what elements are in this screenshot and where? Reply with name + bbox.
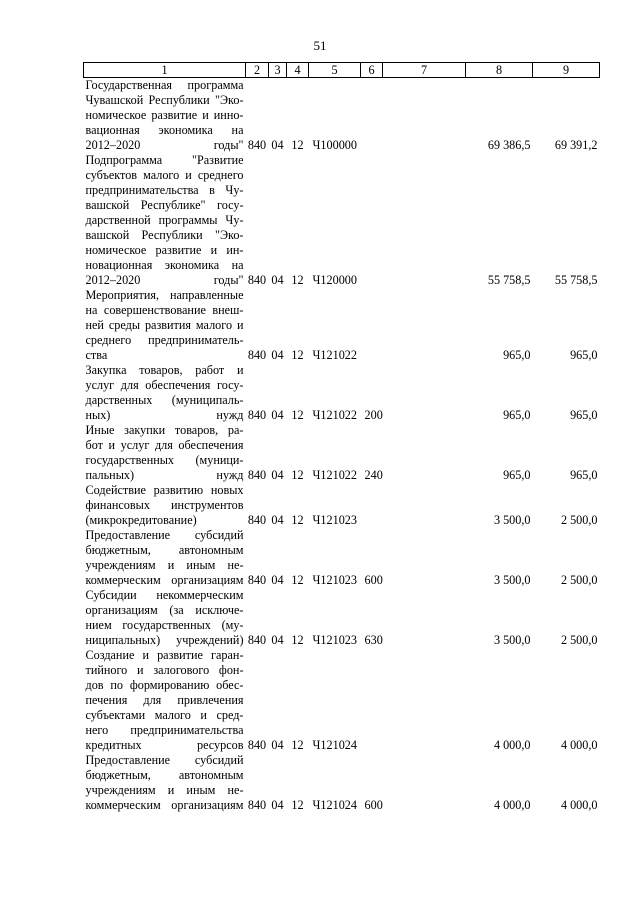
table-row bbox=[84, 423, 600, 483]
row-name-line: финансовых инструментов bbox=[85, 498, 244, 512]
row-name-line: вационная экономика на bbox=[85, 123, 244, 137]
table-row bbox=[84, 288, 600, 363]
row-name-line: 2012–2020 годы" bbox=[85, 273, 244, 287]
row-code-pr: 12 bbox=[291, 798, 304, 812]
row-amount-col9: 965,0 bbox=[570, 468, 598, 482]
row-name-line: тийного и залогового фон- bbox=[85, 663, 244, 677]
column-header: 3 bbox=[269, 63, 287, 78]
column-header: 2 bbox=[246, 63, 269, 78]
column-header: 5 bbox=[309, 63, 361, 78]
row-name-line: Мероприятия, направленные bbox=[85, 288, 244, 302]
row-name-line: ниципальных) учреждений) bbox=[85, 633, 244, 647]
row-code-csr: Ч120000 bbox=[312, 273, 357, 287]
row-code-rz: 04 bbox=[271, 408, 284, 422]
row-name-line: Закупка товаров, работ и bbox=[85, 363, 244, 377]
row-amount-col9: 2 500,0 bbox=[560, 513, 598, 527]
row-name-line: на совершенствование внеш- bbox=[85, 303, 244, 317]
row-name bbox=[84, 483, 246, 528]
row-name-line: бот и услуг для обеспечения bbox=[85, 438, 244, 452]
column-header: 9 bbox=[533, 63, 600, 78]
row-name bbox=[84, 648, 246, 753]
row-name-line: новационная экономика на bbox=[85, 258, 244, 272]
row-code-vr bbox=[361, 483, 383, 528]
row-name-line: учреждениям и иным не- bbox=[85, 783, 244, 797]
row-name-line: дарственной программы Чу- bbox=[85, 213, 244, 227]
row-name-line: дов по формированию обес- bbox=[85, 678, 244, 692]
table-row bbox=[84, 588, 600, 648]
row-name-line: кредитных ресурсов bbox=[85, 738, 244, 752]
row-name-line: субъектами малого и сред- bbox=[85, 708, 244, 722]
table-row bbox=[84, 363, 600, 423]
row-name-line: услуг для обеспечения госу- bbox=[85, 378, 244, 392]
row-code-vr: 240 bbox=[364, 468, 383, 482]
row-code-csr: Ч121022 bbox=[312, 468, 357, 482]
table-body bbox=[84, 78, 600, 814]
column-header: 4 bbox=[287, 63, 309, 78]
row-amount-col8: 3 500,0 bbox=[493, 513, 531, 527]
row-name-line: нием государственных (му- bbox=[85, 618, 244, 632]
row-code-gr: 840 bbox=[247, 273, 267, 287]
row-code-vr: 200 bbox=[364, 408, 383, 422]
row-col7 bbox=[383, 588, 466, 648]
row-code-rz: 04 bbox=[271, 273, 284, 287]
row-code-csr: Ч121024 bbox=[312, 798, 357, 812]
table-row bbox=[84, 648, 600, 753]
row-code-rz: 04 bbox=[271, 468, 284, 482]
row-col7 bbox=[383, 648, 466, 753]
column-header: 6 bbox=[361, 63, 383, 78]
row-name bbox=[84, 753, 246, 813]
row-name-line: бюджетным, автономным bbox=[85, 768, 244, 782]
row-code-vr bbox=[361, 78, 383, 154]
row-name-line: Создание и развитие гаран- bbox=[85, 648, 244, 662]
row-code-vr: 600 bbox=[364, 798, 383, 812]
row-code-pr: 12 bbox=[291, 408, 304, 422]
row-name-line: (микрокредитование) bbox=[85, 513, 197, 527]
row-code-rz: 04 bbox=[271, 513, 284, 527]
table-row bbox=[84, 483, 600, 528]
row-code-pr: 12 bbox=[291, 138, 304, 152]
row-name-line: среднего предприниматель- bbox=[85, 333, 244, 347]
row-amount-col9: 4 000,0 bbox=[560, 798, 598, 812]
row-name-line: Субсидии некоммерческим bbox=[85, 588, 244, 602]
table-row bbox=[84, 753, 600, 813]
row-name-line: Предоставление субсидий bbox=[85, 753, 244, 767]
row-amount-col9: 69 391,2 bbox=[554, 138, 598, 152]
row-amount-col9: 55 758,5 bbox=[554, 273, 598, 287]
row-name-line: него предпринимательства bbox=[85, 723, 244, 737]
row-amount-col8: 69 386,5 bbox=[487, 138, 531, 152]
row-code-gr: 840 bbox=[247, 348, 267, 362]
row-code-pr: 12 bbox=[291, 468, 304, 482]
column-header: 8 bbox=[466, 63, 533, 78]
row-name-line: дарственных (муниципаль- bbox=[85, 393, 244, 407]
row-code-rz: 04 bbox=[271, 633, 284, 647]
row-name-line: 2012–2020 годы" bbox=[85, 138, 244, 152]
row-code-rz: 04 bbox=[271, 348, 284, 362]
column-header: 7 bbox=[383, 63, 466, 78]
row-name-line: бюджетным, автономным bbox=[85, 543, 244, 557]
row-amount-col8: 55 758,5 bbox=[487, 273, 531, 287]
row-name-line: коммерческим организациям bbox=[85, 798, 244, 812]
row-col7 bbox=[383, 528, 466, 588]
row-name bbox=[84, 423, 246, 483]
row-code-pr: 12 bbox=[291, 573, 304, 587]
row-name-line: ных) нужд bbox=[85, 408, 244, 422]
row-amount-col8: 965,0 bbox=[503, 468, 531, 482]
row-code-csr: Ч121022 bbox=[312, 348, 357, 362]
row-amount-col8: 3 500,0 bbox=[493, 633, 531, 647]
row-col7 bbox=[383, 363, 466, 423]
row-code-csr: Ч121023 bbox=[312, 573, 357, 587]
row-name-line: субъектов малого и среднего bbox=[85, 168, 244, 182]
row-name-line: пальных) нужд bbox=[85, 468, 244, 482]
row-col7 bbox=[383, 753, 466, 813]
row-name-line: печения для привлечения bbox=[85, 693, 244, 707]
row-code-csr: Ч121023 bbox=[312, 513, 357, 527]
row-code-rz: 04 bbox=[271, 798, 284, 812]
table-header-row bbox=[84, 63, 600, 78]
row-code-rz: 04 bbox=[271, 138, 284, 152]
row-code-pr: 12 bbox=[291, 348, 304, 362]
row-amount-col8: 4 000,0 bbox=[493, 738, 531, 752]
row-code-csr: Ч121022 bbox=[312, 408, 357, 422]
row-name-line: номическое развитие и инно- bbox=[85, 108, 244, 122]
row-code-vr: 600 bbox=[364, 573, 383, 587]
row-name-line: вашской Республики "Эко- bbox=[85, 228, 244, 242]
table-row bbox=[84, 153, 600, 288]
row-code-pr: 12 bbox=[291, 633, 304, 647]
row-col7 bbox=[383, 78, 466, 154]
row-name bbox=[84, 288, 246, 363]
row-name-line: Подпрограмма "Развитие bbox=[85, 153, 244, 167]
row-code-gr: 840 bbox=[247, 408, 267, 422]
row-code-csr: Ч121023 bbox=[312, 633, 357, 647]
row-code-csr: Ч121024 bbox=[312, 738, 357, 752]
row-code-csr: Ч100000 bbox=[312, 138, 357, 152]
row-code-gr: 840 bbox=[247, 573, 267, 587]
table-row bbox=[84, 78, 600, 154]
row-name-line: Иные закупки товаров, ра- bbox=[85, 423, 244, 437]
row-amount-col9: 2 500,0 bbox=[560, 633, 598, 647]
row-name bbox=[84, 588, 246, 648]
row-name-line: номическое развитие и ин- bbox=[85, 243, 244, 257]
row-amount-col8: 965,0 bbox=[503, 408, 531, 422]
row-name-line: организациям (за исключе- bbox=[85, 603, 244, 617]
row-name bbox=[84, 528, 246, 588]
row-code-rz: 04 bbox=[271, 738, 284, 752]
row-code-rz: 04 bbox=[271, 573, 284, 587]
row-col7 bbox=[383, 153, 466, 288]
row-name-line: коммерческим организациям bbox=[85, 573, 244, 587]
row-name-line: государственных (муници- bbox=[85, 453, 244, 467]
row-name-line: ства bbox=[85, 348, 108, 362]
row-code-gr: 840 bbox=[247, 138, 267, 152]
row-amount-col9: 965,0 bbox=[570, 348, 598, 362]
row-name bbox=[84, 78, 246, 154]
row-code-pr: 12 bbox=[291, 513, 304, 527]
row-col7 bbox=[383, 288, 466, 363]
row-code-vr bbox=[361, 153, 383, 288]
row-code-gr: 840 bbox=[247, 798, 267, 812]
row-name-line: ней среды развития малого и bbox=[85, 318, 244, 332]
row-amount-col9: 4 000,0 bbox=[560, 738, 598, 752]
row-amount-col8: 4 000,0 bbox=[493, 798, 531, 812]
row-col7 bbox=[383, 483, 466, 528]
row-code-vr bbox=[361, 648, 383, 753]
row-name-line: Предоставление субсидий bbox=[85, 528, 244, 542]
row-name-line: учреждениям и иным не- bbox=[85, 558, 244, 572]
row-name-line: Чувашской Республики "Эко- bbox=[85, 93, 244, 107]
row-code-gr: 840 bbox=[247, 513, 267, 527]
row-name-line: предпринимательства в Чу- bbox=[85, 183, 244, 197]
row-name bbox=[84, 363, 246, 423]
row-name-line: Государственная программа bbox=[85, 78, 244, 92]
row-amount-col9: 965,0 bbox=[570, 408, 598, 422]
row-name bbox=[84, 153, 246, 288]
row-name-line: Содействие развитию новых bbox=[85, 483, 244, 497]
row-code-pr: 12 bbox=[291, 273, 304, 287]
column-header: 1 bbox=[84, 63, 246, 78]
row-amount-col8: 3 500,0 bbox=[493, 573, 531, 587]
row-code-pr: 12 bbox=[291, 738, 304, 752]
row-code-vr: 630 bbox=[364, 633, 383, 647]
row-name-line: вашской Республике" госу- bbox=[85, 198, 244, 212]
table-row bbox=[84, 528, 600, 588]
row-amount-col9: 2 500,0 bbox=[560, 573, 598, 587]
row-code-gr: 840 bbox=[247, 738, 267, 752]
row-col7 bbox=[383, 423, 466, 483]
row-code-gr: 840 bbox=[247, 633, 267, 647]
row-amount-col8: 965,0 bbox=[503, 348, 531, 362]
row-code-gr: 840 bbox=[247, 468, 267, 482]
budget-table bbox=[83, 62, 600, 813]
row-code-vr bbox=[361, 288, 383, 363]
page-number: 51 bbox=[313, 38, 327, 53]
